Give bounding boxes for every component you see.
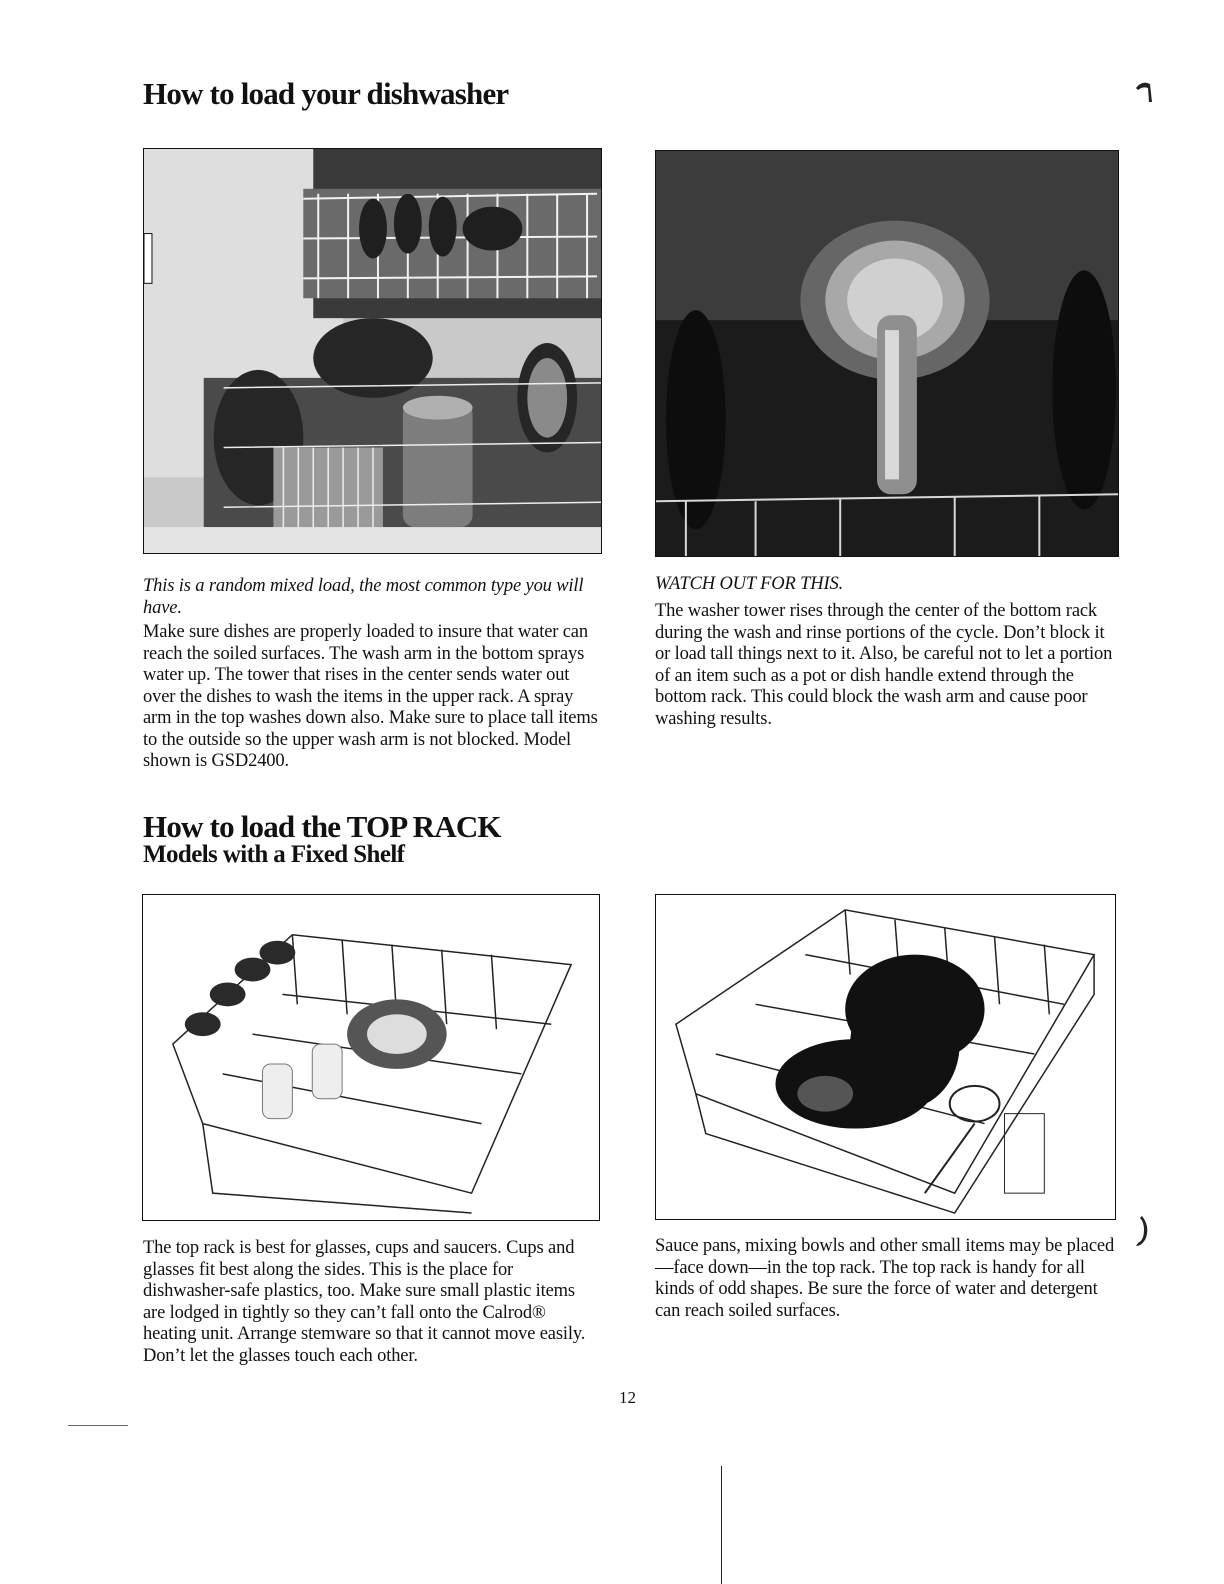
- photo-washer-tower: [655, 150, 1119, 557]
- photo-top-rack-pans: [655, 894, 1116, 1220]
- scan-mark-top-right: [1128, 76, 1158, 106]
- page-number: 12: [619, 1388, 636, 1407]
- photo4-body: Sauce pans, mixing bowls and other small items may be placed—face down—in the top rack. The top rack is handy for all kinds of odd shapes. Be sure the force of water and detergent can reach soiled surfaces.: [655, 1236, 1115, 1321]
- scan-dash-left: [68, 1425, 128, 1426]
- page-title: How to load your dishwasher: [143, 76, 509, 111]
- photo1-caption: This is a random mixed load, the most common type you will have.: [143, 576, 584, 618]
- section-subtitle-fixed-shelf: Models with a Fixed Shelf: [143, 841, 405, 868]
- photo-mixed-load: [143, 148, 602, 554]
- photo3-body: The top rack is best for glasses, cups and saucers. Cups and glasses fit best along the sides. This is the place for dishwasher-safe plastics, too. Make sure small plastic items are lodged in tightly so they can’t fall onto the Calrod® heating unit. Arrange stemware so that it cannot move easily. Don’t let the glasses touch each other.: [143, 1238, 586, 1366]
- photo2-body: The washer tower rises through the center of the bottom rack during the wash and rinse portions of the cycle. Don’t block it or load tall things next to it. Also, be careful not to let a portion of an item such as a pot or dish handle extend through the bottom rack. This could block the wash arm and cause poor washing results.: [655, 601, 1113, 729]
- scan-mark-right: [1132, 1212, 1156, 1252]
- scan-line-vertical: [721, 1466, 722, 1584]
- photo2-caption: WATCH OUT FOR THIS.: [655, 574, 844, 594]
- photo1-body: Make sure dishes are properly loaded to insure that water can reach the soiled surfaces. The wash arm in the bottom sprays water up. The tower that rises in the center sends water out over the dishes to wash the items in the upper rack. A spray arm in the top washes down also. Make sure to place tall items to the outside so the upper wash arm is not blocked. Model shown is GSD2400.: [143, 622, 598, 771]
- section-title-top-rack: How to load the TOP RACK: [143, 809, 501, 844]
- photo-top-rack-glasses: [142, 894, 600, 1221]
